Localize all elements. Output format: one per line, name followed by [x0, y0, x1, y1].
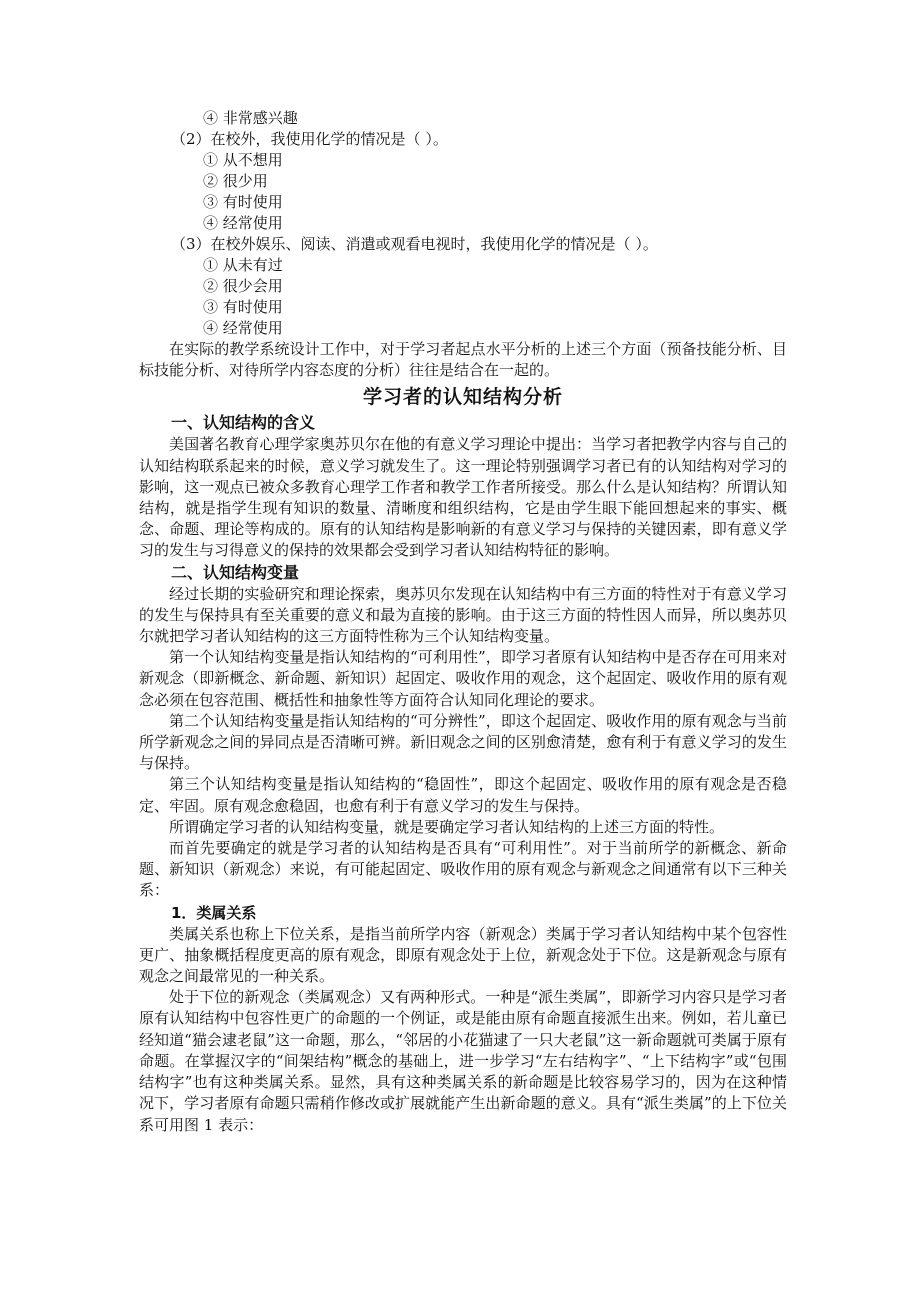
option-item: ① 从未有过: [203, 256, 283, 274]
option-item: ④ 非常感兴趣: [203, 109, 298, 127]
section-paragraph: 类属关系也称上下位关系，是指当前所学内容（新观念）类属于学习者认知结构中某个包容性更广、抽象概括程度更高的原有观念，即原有观念处于上位，新观念处于下位。这是新观念与原有观念之间最常见的一种关系。: [139, 924, 787, 986]
section-paragraph: 经过长期的实验研究和理论探索，奥苏贝尔发现在认知结构中有三方面的特性对于有意义学习的发生与保持具有至关重要的意义和最为直接的影响。由于这三方面的特性因人而异，所以奥苏贝尔就把学习者认知结构的这三方面特性称为三个认知结构变量。: [139, 584, 787, 646]
section-paragraph: 而首先要确定的就是学习者的认知结构是否具有“可利用性”。对于当前所学的新概念、新命题、新知识（新观念）来说，有可能起固定、吸收作用的原有观念与新观念之间通常有以下三种关系：: [139, 839, 787, 900]
option-item: ④ 经常使用: [203, 214, 283, 232]
section-paragraph: 美国著名教育心理学家奥苏贝尔在他的有意义学习理论中提出：当学习者把教学内容与自己的认知结构联系起来的时候，意义学习就发生了。这一理论特别强调学习者已有的认知结构对学习的影响，这一观点已被众多教育心理学工作者和教学工作者所接受。那么什么是认知结构？所谓认知结构，就是指学生现有知识的数量、清晰度和组织结构，它是由学生眼下能回想起来的事实、概念、命题、理论等构成的。原有的认知结构是影响新的有意义学习与保持的关键因素，即有意义学习的发生与习得意义的保持的效果都会受到学习者认知结构特征的影响。: [139, 435, 787, 560]
section-paragraph: 处于下位的新观念（类属观念）又有两种形式。一种是“派生类属”，即新学习内容只是学习者原有认知结构中包容性更广的命题的一个例证，或是能由原有命题直接派生出来。例如，若儿童已经知道“猫会逮老鼠”这一命题，那么，“邻居的小花猫逮了一只大老鼠”这一新命题就可类属于原有命题。在掌握汉字的“间架结构”概念的基础上，进一步学习“左右结构字”、“上下结构字”或“包围结构字”也有这种类属关系。显然，具有这种类属关系的新命题是比较容易学习的，因为在这种情况下，学习者原有命题只需稍作修改或扩展就能产生出新命题的意义。具有“派生类属”的上下位关系可用图 1 表示：: [139, 988, 787, 1134]
section-paragraph: 第一个认知结构变量是指认知结构的“可利用性”，即学习者原有认知结构中是否存在可用来对新观念（即新概念、新命题、新知识）起固定、吸收作用的观念，这个起固定、吸收作用的原有观念必须在包容范围、概括性和抽象性等方面符合认知同化理论的要求。: [139, 648, 787, 709]
section-paragraph: 第二个认知结构变量是指认知结构的“可分辨性”，即这个起固定、吸收作用的原有观念与当前所学新观念之间的异同点是否清晰可辨。新旧观念之间的区别愈清楚，愈有利于有意义学习的发生与保持。: [139, 711, 787, 773]
option-item: ② 很少会用: [203, 277, 283, 295]
question-item: （3）在校外娱乐、阅读、消遣或观看电视时，我使用化学的情况是（ ）。: [171, 235, 658, 253]
option-item: ③ 有时使用: [203, 298, 283, 316]
option-item: ③ 有时使用: [203, 193, 283, 211]
subsection-heading-subsumption: 1．类属关系: [171, 903, 257, 922]
option-item: ① 从不想用: [203, 151, 283, 169]
option-item: ② 很少用: [203, 172, 268, 190]
document-body: [139, 108, 787, 1136]
option-item: ④ 经常使用: [203, 319, 283, 337]
section-paragraph: 所谓确定学习者的认知结构变量，就是要确定学习者认知结构的上述三方面的特性。: [169, 817, 725, 836]
question-item: （2）在校外，我使用化学的情况是（ ）。: [171, 130, 448, 148]
section-heading-variables: 二、认知结构变量: [171, 562, 300, 582]
intro-paragraph: 在实际的教学系统设计工作中，对于学习者起点水平分析的上述三个方面（预备技能分析、目标技能分析、对待所学内容态度的分析）往往是结合在一起的。: [139, 340, 787, 380]
page-title: 学习者的认知结构分析: [362, 386, 563, 409]
questionnaire-options: [139, 108, 787, 339]
section-heading-meaning: 一、认知结构的含义: [171, 413, 316, 433]
section-paragraph: 第三个认知结构变量是指认知结构的“稳固性”，即这个起固定、吸收作用的原有观念是否稳定、牢固。原有观念愈稳固，也愈有利于有意义学习的发生与保持。: [139, 775, 787, 815]
